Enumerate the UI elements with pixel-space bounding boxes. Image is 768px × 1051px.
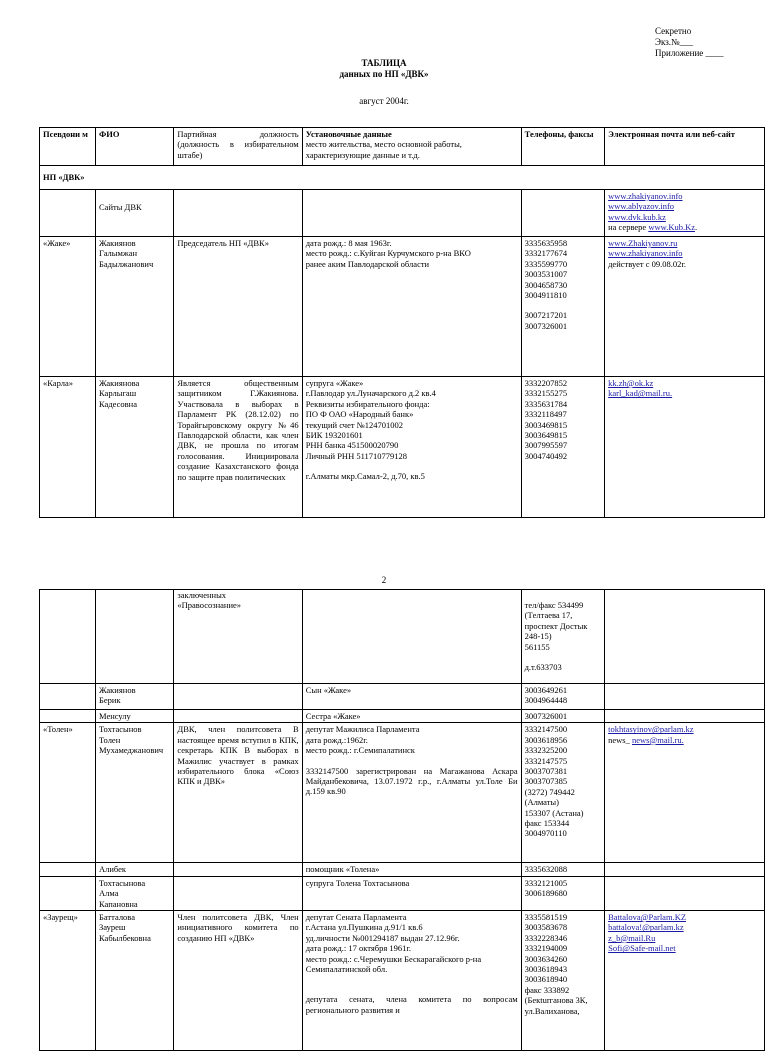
table-row [40,190,765,237]
alias-cell: «Толен» [40,723,96,863]
email-link[interactable]: Sofi@Safe-mail.net [608,943,676,954]
phones-cell: тел/факс 534499 (Тeлтаева 17, проспект Достык 248-15) 561155 д.т.633703 [521,590,604,684]
data-table-page-2 [39,589,765,1051]
header-cell-email: Электронная почта или веб-сайт [605,128,765,166]
post-cell: заключенных «Правосознание» [174,590,302,684]
alias-cell: «Жаке» [40,237,96,377]
email-link[interactable]: tokhtasyinov@parlam.kz [608,724,694,735]
site-link[interactable]: www.dvk.kub.kz [608,211,666,222]
table-row [40,684,765,710]
table-row [40,590,765,684]
table-row [40,876,765,910]
phones-cell: 3003649261 3004964448 [521,684,604,710]
header-cell-info: Установочные данные место жительства, место основной работы, характеризующие данные и т.д. [302,128,521,166]
email-cell [605,377,765,518]
fio-cell: Тохтасынов Толен Мухамеджанович [96,723,174,863]
stamp-line: Секретно [655,26,692,36]
fio-cell: Менсулу [96,710,174,723]
phones-cell: 3335635958 3332177674 3335599770 3003531007 3004658730 3004911810 3007217201 3007326001 [521,237,604,377]
table-row [40,911,765,1051]
site-link[interactable]: www.zhakiyanov.info [608,248,683,259]
site-link[interactable]: www.Zhakiyanov.ru [608,238,678,248]
table-row [40,863,765,876]
post-cell: Председатель НП «ДВК» [174,237,302,377]
info-cell: депутат Сената Парламента г.Астана ул.Пушкина д.91/1 кв.6 уд.личности №001294187 выдан 27.12.96г. дата рожд.: 17 октября 1961г. место рожд.: с.Черемушки Бескарагайского р-на Семипалатинской обл. депутата сената, члена комитета по вопросам регионального развития и [302,911,521,1051]
email-link[interactable]: z_b@mail.Ru [608,932,656,943]
header-cell-fio: ФИО [96,128,174,166]
email-cell [605,911,765,1051]
fio-cell: Жакиянов Галымжан Бадылжанович [96,237,174,377]
table-row [40,723,765,863]
email-cell: www.zhakiyanov.info www.ablyazov.info www.dvk.kub.kz на сервере www.Kub.Kz. [605,190,765,237]
alias-cell: «Карла» [40,377,96,518]
fio-cell: Сайты ДВК [99,202,142,212]
email-link[interactable]: Battalova@Parlam.KZ [608,912,687,923]
document-date: август 2004г. [359,96,409,106]
info-cell: Сестра «Жаке» [302,710,521,723]
header-cell-phones: Телефоны, факсы [521,128,604,166]
site-link[interactable]: www.zhakiyanov.info [608,191,683,201]
post-cell: Член политсовета ДВК, Член инициативного комитета по созданию НП «ДВК» [174,911,302,1051]
email-cell: tokhtasyinov@parlam.kz news_ news@mail.ru. [605,723,765,863]
email-link[interactable]: battalova!@parlam.kz [608,922,684,933]
site-link[interactable]: www.ablyazov.info [608,201,675,212]
phones-cell: 3332207852 3332155275 3335631784 3332118497 3003469815 3003649815 3007995597 3004740492 [521,377,604,518]
post-cell: ДВК, член политсовета В настоящее время вступил в КПК, секретарь КПК В выборах в Мажилис участвует в рамках избирательного блока «Союз КПК и ДВК» [174,723,302,863]
section-title: НП «ДВК» [40,166,765,190]
table-row [40,237,765,377]
subtitle-line: данных по НП «ДВК» [339,69,429,79]
stamp-line: Приложение ____ [655,48,724,58]
info-cell: супруга «Жаке» г.Павлодар ул.Луначарского д.2 кв.4 Реквизиты избирательного фонда: ПО Ф ОАО «Народный банк» текущий счет №124701002 БИК 193201601 РНН банка 451500020790 Личный РНН 511710779128 г.Алматы мкр.Самал-2, д.70, кв.5 [302,377,521,518]
server-link[interactable]: www.Kub.Kz [648,222,695,233]
page-number: 2 [381,575,387,585]
email-cell: www.Zhakiyanov.ru www.zhakiyanov.info действует с 09.08.02г. [605,237,765,377]
stamp-line: Экз.№___ [655,37,694,47]
info-cell: дата рожд.: 8 мая 1963г. место рожд.: с.Куйган Курчумского р-на ВКО ранее аким Павлодарской области [302,237,521,377]
info-cell: супруга Толена Тохтасынова [302,876,521,910]
info-cell: депутат Мажилиса Парламента дата рожд.:1962г. место рожд.: г.Семипалатинск 3332147500 зарегистрирован на Магажанова Аскара Майданбековича, 13.07.1972 г.р., г.Алматы ул.Толе Би д.159 кв.90 [302,723,521,863]
fio-cell: Жакиянова Карлыгаш Кадесовна [96,377,174,518]
phones-cell: 3335632088 [521,863,604,876]
phones-cell: 3007326001 [521,710,604,723]
email-link[interactable]: karl_kad@mail.ru. [608,388,673,399]
post-cell: Является общественным защитником Г.Жакиянова. Участвовала в выборах в Парламент РК (28.12.02) по Торайгыровскому округу №46 Павлодарской области, как член ДВК, не прошла по итогам голосования. Инициировала создание Казахстанского фонда по защите прав политических [174,377,302,518]
phones-cell: 3332147500 3003618956 3332325200 3332147575 3003707381 3003707385 (3272) 749442 (Алматы) 153307 (Астана) факс 153344 3004970110 [521,723,604,863]
fio-cell: Батталова Зауреш Кабылбековна [96,911,174,1051]
table-header-row [40,128,765,166]
email-link[interactable]: news@mail.ru. [631,734,684,745]
email-link[interactable]: kk.zh@ok.kz [608,378,654,388]
table-row [40,377,765,518]
fio-cell: Алибек [96,863,174,876]
header-cell-post: Партийная должность (должность в избирательном штабе) [174,128,302,166]
table-row [40,710,765,723]
document-title [0,58,768,80]
info-cell: Сын «Жаке» [302,684,521,710]
fio-cell: Тохтасынова Алма Капановна [96,876,174,910]
title-line: ТАБЛИЦА [361,58,407,68]
phones-cell: 3332121005 3006189680 [521,876,604,910]
section-row [40,166,765,190]
alias-cell: «Заурещ» [40,911,96,1051]
secrecy-stamp [655,26,724,59]
data-table-page-1 [39,127,765,518]
info-cell: помощник «Толена» [302,863,521,876]
fio-cell: Жакиянов Берик [96,684,174,710]
phones-cell: 3335581519 3003583678 3332228346 3332194009 3003634260 3003618943 3003618940 факс 333892 (Бекturганова 3К, ул.Валиханова, [521,911,604,1051]
header-cell-alias: Псевдони м [40,128,96,166]
